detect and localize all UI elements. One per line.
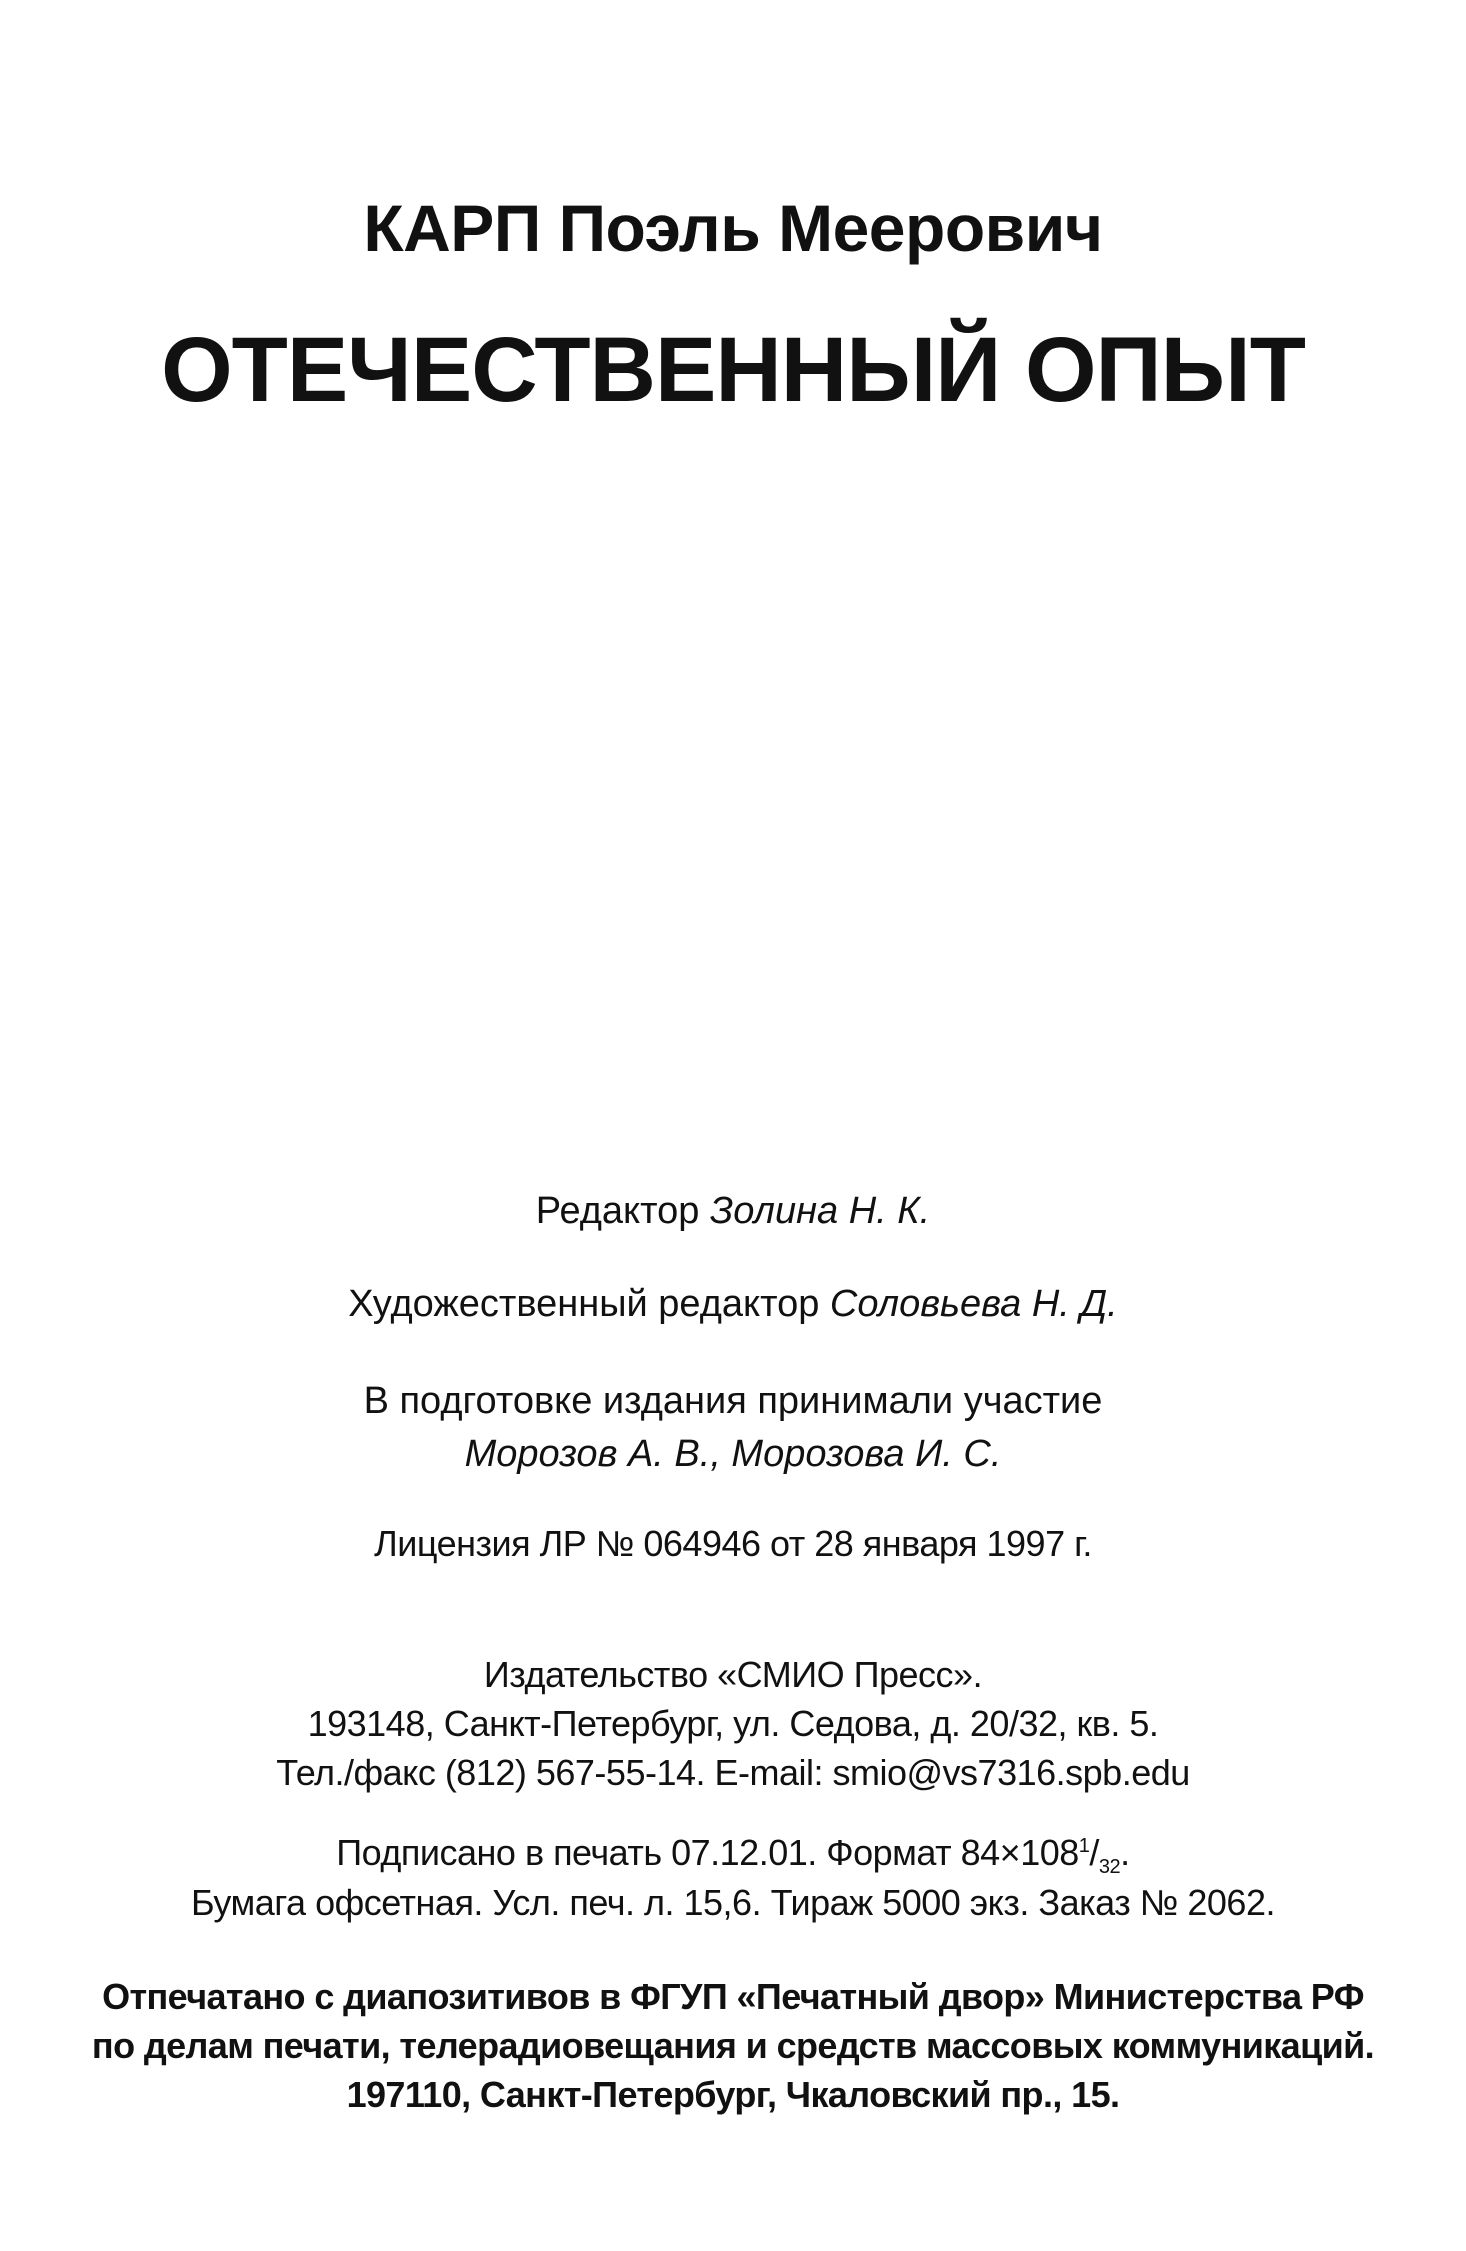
editor-line — [0, 1190, 1466, 1233]
printer-line-1: Отпечатано с диапозитивов в ФГУП «Печатный двор» Министерства РФ — [102, 1976, 1364, 2017]
print-signed-text: Подписано в печать 07.12.01. Формат 84×108 — [336, 1832, 1079, 1873]
contributors-names — [0, 1433, 1466, 1476]
editor-name: Золина Н. К. — [709, 1190, 931, 1232]
contributors-names-text: Морозов А. В., Морозова И. С. — [464, 1433, 1002, 1475]
printer-line-3: 197110, Санкт-Петербург, Чкаловский пр., 15. — [346, 2074, 1120, 2115]
book-title: ОТЕЧЕСТВЕННЫЙ ОПЫТ — [161, 319, 1305, 421]
publisher-contacts: Тел./факс (812) 567-55-14. E-mail: smio@vs7316.spb.edu — [276, 1752, 1190, 1793]
author-name: КАРП Поэль Меерович — [363, 191, 1103, 265]
publisher-address: 193148, Санкт-Петербург, ул. Седова, д. 20/32, кв. 5. — [307, 1703, 1159, 1744]
paper-line: Бумага офсетная. Усл. печ. л. 15,6. Тираж 5000 экз. Заказ № 2062. — [191, 1882, 1275, 1923]
art-editor-label: Художественный редактор — [348, 1283, 820, 1325]
license-line: Лицензия ЛР № 064946 от 28 января 1997 г. — [374, 1523, 1092, 1564]
contributors-label: В подготовке издания принимали участие — [363, 1380, 1103, 1422]
art-editor-name: Соловьева Н. Д. — [829, 1283, 1118, 1325]
printer-line-2: по делам печати, телерадиовещания и средств массовых коммуникаций. — [91, 2025, 1375, 2066]
publisher-name: Издательство «СМИО Пресс». — [483, 1654, 983, 1695]
art-editor-line — [0, 1283, 1466, 1326]
print-signed-line: Подписано в печать 07.12.01. Формат $84\times 108^1/_{32}$. — [336, 1832, 1130, 1879]
format-sub: 32 — [1098, 1856, 1121, 1879]
format-sup: 1 — [1078, 1835, 1090, 1857]
format-suffix: . — [1120, 1832, 1130, 1873]
editor-label: Редактор — [535, 1190, 700, 1232]
